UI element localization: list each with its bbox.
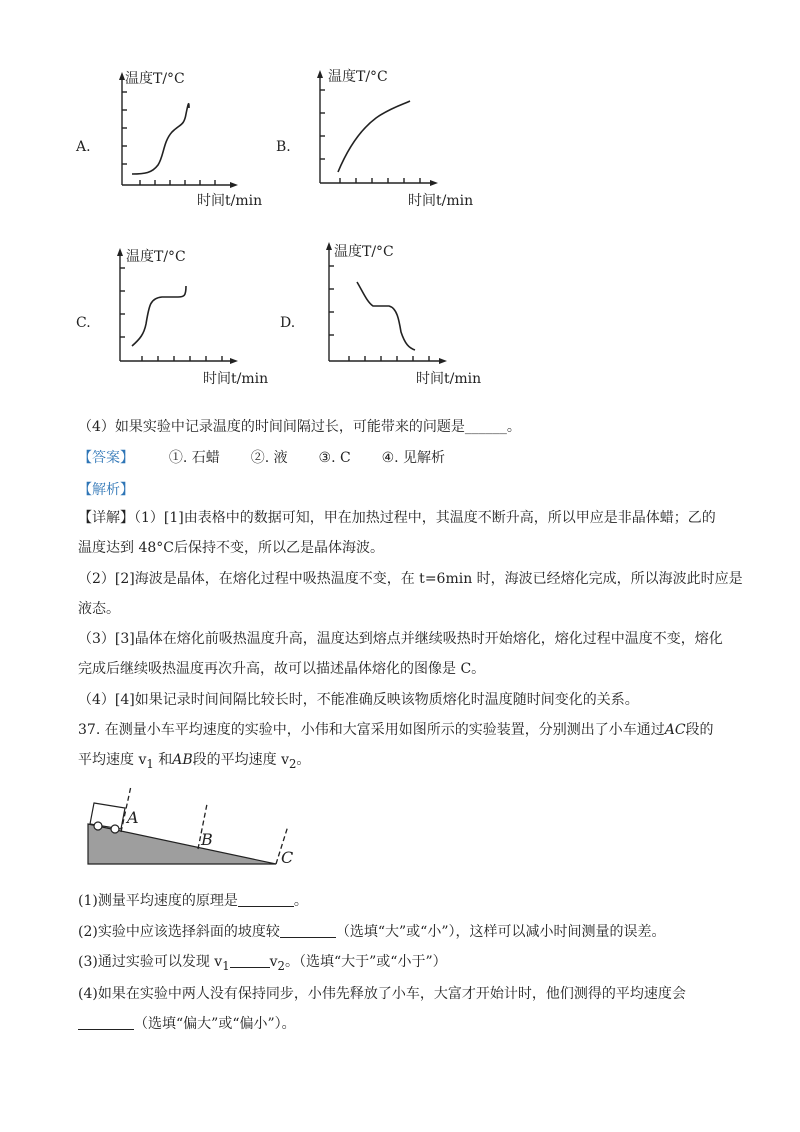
question-text: v bbox=[269, 954, 278, 970]
point-c-label: C bbox=[281, 848, 294, 867]
question-text: （选填“大”或“小”），这样可以减小时间测量的误差。 bbox=[335, 924, 666, 940]
point-b-label: B bbox=[201, 830, 213, 849]
q37-stem-text: 。 bbox=[296, 752, 311, 768]
graph-a-ylabel: 温度T/°C bbox=[125, 71, 185, 87]
graph-b-ylabel: 温度T/°C bbox=[328, 69, 388, 85]
analysis-label: 【解析】 bbox=[78, 482, 134, 498]
detail-line-5: （3）[3]晶体在熔化前吸热温度升高，温度达到熔点并继续吸热时开始熔化，熔化过程中温度不变，熔化 bbox=[78, 631, 723, 647]
detail-line-3: （2）[2]海波是晶体，在熔化过程中吸热温度不变，在 t=6min 时，海波已经熔化完成，所以海波此时应是 bbox=[78, 571, 743, 587]
subscript: 2 bbox=[289, 756, 297, 771]
answer-item: ①. 石蜡 bbox=[168, 450, 220, 466]
answer-label: 【答案】 bbox=[78, 450, 134, 466]
graph-d-ylabel: 温度T/°C bbox=[334, 244, 394, 260]
option-a-label: A. bbox=[76, 139, 91, 155]
answer-item: ③. C bbox=[318, 450, 351, 466]
segment-ab: AB bbox=[172, 752, 193, 768]
detail-label: 【详解】 bbox=[78, 510, 134, 526]
graph-d-curve bbox=[357, 282, 415, 350]
question-text: (1)测量平均速度的原理是 bbox=[78, 893, 238, 909]
detail-text: （1）[1]由表格中的数据可知，甲在加热过程中，其温度不断升高，所以甲应是非晶体蜡；乙的 bbox=[134, 510, 716, 526]
q37-part2 bbox=[78, 921, 665, 941]
option-d-label: D. bbox=[280, 315, 296, 331]
detail-line-6: 完成后继续吸热温度再次升高，故可以描述晶体熔化的图像是 C。 bbox=[78, 661, 486, 677]
detail-line-2: 温度达到 48°C后保持不变，所以乙是晶体海波。 bbox=[78, 540, 384, 556]
subscript: 1 bbox=[222, 958, 230, 973]
graph-c bbox=[108, 246, 258, 380]
point-a-label: A bbox=[127, 808, 139, 827]
segment-ac: AC bbox=[664, 722, 686, 738]
question-text: (3)通过实验可以发现 v bbox=[78, 954, 223, 970]
option-c-label: C. bbox=[76, 315, 91, 331]
q37-stem-text: 段的平均速度 v bbox=[192, 752, 289, 768]
subscript: 2 bbox=[277, 958, 285, 973]
graph-b-xlabel: 时间t/min bbox=[408, 193, 474, 209]
option-b-label: B. bbox=[276, 139, 291, 155]
answer-blank[interactable] bbox=[238, 892, 294, 907]
q37-stem-text: 段的 bbox=[685, 722, 714, 738]
detail-line-1 bbox=[78, 507, 716, 527]
question-text: 。 bbox=[293, 893, 308, 909]
q37-stem-line-2 bbox=[78, 749, 310, 771]
question-text: （选填“偏大”或“偏小”）。 bbox=[134, 1016, 296, 1032]
graph-a bbox=[110, 70, 250, 204]
question-text: 。（选填“大于”或“小于”） bbox=[284, 954, 447, 970]
subscript: 1 bbox=[146, 756, 154, 771]
q37-stem-text: 平均速度 v bbox=[78, 752, 147, 768]
graph-b bbox=[308, 68, 458, 202]
graph-b-svg bbox=[308, 68, 458, 198]
q37-part4: (4)如果在实验中两人没有保持同步，小伟先释放了小车，大富才开始计时，他们测得的平均速度会 bbox=[78, 986, 686, 1002]
q37-part4-cont bbox=[78, 1013, 296, 1033]
graph-a-xlabel: 时间t/min bbox=[197, 193, 263, 209]
q37-stem-line-1 bbox=[78, 719, 714, 739]
q37-stem-text: 在测量小车平均速度的实验中，小伟和大富采用如图所示的实验装置，分别测出了小车通过 bbox=[104, 722, 665, 738]
answer-blank[interactable] bbox=[78, 1015, 134, 1030]
graph-a-curve bbox=[132, 104, 189, 174]
q37-part3 bbox=[78, 951, 447, 973]
answer-item: ②. 液 bbox=[250, 450, 288, 466]
detail-line-7: （4）[4]如果记录时间间隔比较长时，不能准确反映该物质熔化时温度随时间变化的关系。 bbox=[78, 692, 639, 708]
question-text: (2)实验中应该选择斜面的坡度较 bbox=[78, 924, 280, 940]
q37-part1 bbox=[78, 890, 308, 910]
incline-svg bbox=[80, 782, 300, 872]
q37-stem-text: 和 bbox=[153, 752, 173, 768]
graph-a-svg bbox=[110, 70, 250, 200]
graph-c-xlabel: 时间t/min bbox=[203, 371, 269, 387]
graph-d-xlabel: 时间t/min bbox=[416, 371, 482, 387]
answer-row bbox=[78, 447, 445, 467]
graph-c-curve bbox=[132, 286, 186, 346]
graph-c-ylabel: 温度T/°C bbox=[126, 249, 186, 265]
graph-b-curve bbox=[338, 101, 410, 172]
answer-blank[interactable] bbox=[230, 953, 270, 968]
q37-number: 37. bbox=[78, 722, 101, 738]
answer-blank[interactable] bbox=[280, 923, 336, 938]
q36-part4: （4）如果实验中记录温度的时间间隔过长，可能带来的问题是______。 bbox=[78, 419, 521, 435]
incline-diagram bbox=[80, 782, 300, 872]
detail-line-4: 液态。 bbox=[78, 601, 120, 617]
answer-item: ④. 见解析 bbox=[381, 450, 446, 466]
